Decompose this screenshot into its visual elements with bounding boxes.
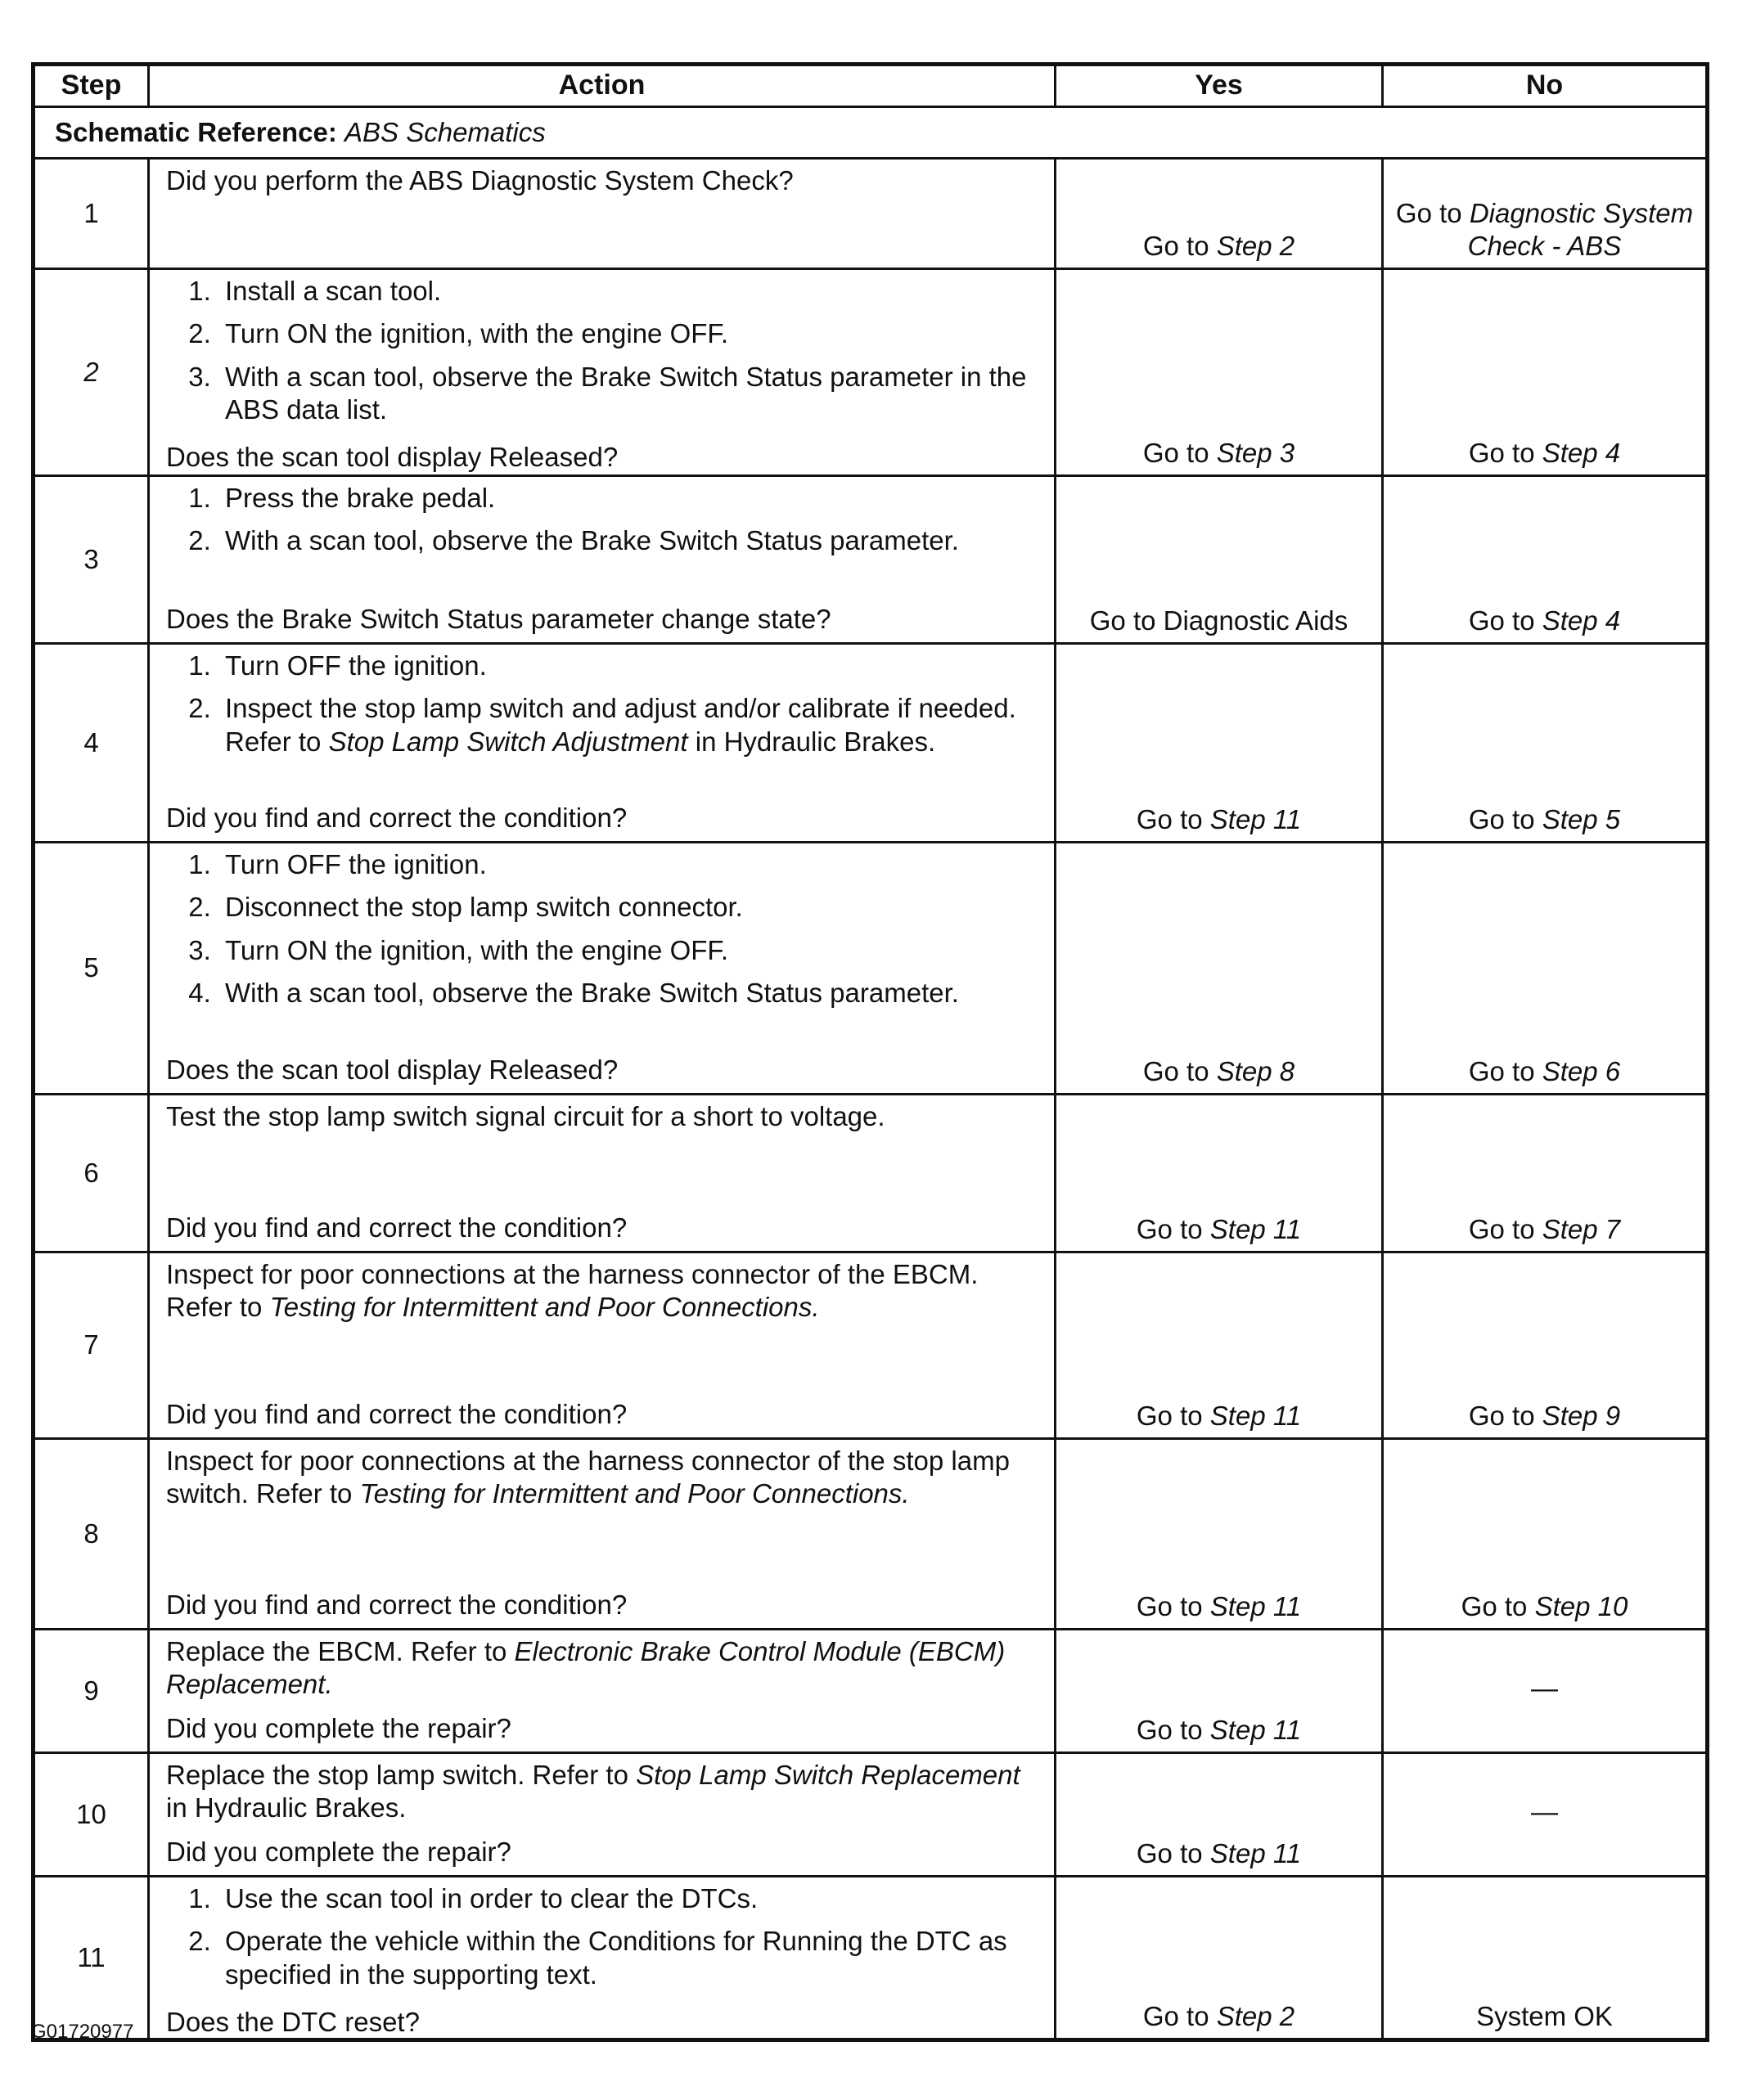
no-outcome: Go to Step 5 xyxy=(1383,644,1708,843)
action-body xyxy=(166,1882,1038,2001)
action-intro: Inspect for poor connections at the harness connector of the stop lamp switch. Refer to Testing for Intermittent and Poor Connections. xyxy=(166,1446,1010,1509)
step-action xyxy=(149,269,1056,476)
action-question: Does the scan tool display Released? xyxy=(166,442,619,472)
step-action xyxy=(149,1095,1056,1252)
action-question: Did you find and correct the condition? xyxy=(166,802,628,833)
step-row-3 xyxy=(34,476,1708,644)
action-steps xyxy=(166,1882,1038,1991)
step-number: 9 xyxy=(34,1630,149,1753)
step-number: 2 xyxy=(34,269,149,476)
action-body xyxy=(166,1258,1038,1324)
action-question: Does the scan tool display Released? xyxy=(166,1054,619,1085)
action-question: Did you find and correct the condition? xyxy=(166,1589,628,1620)
no-outcome-reference: Step 5 xyxy=(1542,803,1621,834)
yes-outcome-reference: Step 11 xyxy=(1209,803,1302,834)
reference-italic: Stop Lamp Switch Adjustment xyxy=(328,726,688,757)
step-number: 6 xyxy=(34,1095,149,1252)
yes-outcome-reference: Step 2 xyxy=(1216,2000,1295,2031)
yes-outcome-reference: Step 11 xyxy=(1209,1400,1302,1431)
no-outcome-reference: Step 10 xyxy=(1534,1590,1628,1621)
header-action: Action xyxy=(149,65,1056,107)
step-action xyxy=(149,1877,1056,2040)
action-question: Did you complete the repair? xyxy=(166,1836,511,1867)
step-row-8 xyxy=(34,1439,1708,1630)
header-yes: Yes xyxy=(1056,65,1383,107)
step-row-11 xyxy=(34,1877,1708,2040)
step-number: 4 xyxy=(34,644,149,843)
step-number: 1 xyxy=(34,159,149,269)
step-number: 7 xyxy=(34,1252,149,1439)
step-row-5 xyxy=(34,843,1708,1095)
action-step-item: 1. Use the scan tool in order to clear the DTCs. xyxy=(218,1882,1038,1915)
action-question: Did you find and correct the condition? xyxy=(166,1398,628,1429)
action-intro: Inspect for poor connections at the harness connector of the EBCM. Refer to Testing for Intermittent and Poor Connections. xyxy=(166,1259,979,1323)
header-row xyxy=(34,65,1708,107)
no-outcome: Go to Step 9 xyxy=(1383,1252,1708,1439)
yes-outcome: Go to Step 2 xyxy=(1056,1877,1383,2040)
yes-outcome-reference: Step 11 xyxy=(1209,1714,1302,1745)
action-step-item: 1. Turn OFF the ignition. xyxy=(218,650,1038,682)
yes-outcome: Go to Step 8 xyxy=(1056,843,1383,1095)
action-body xyxy=(166,1100,1038,1133)
step-action xyxy=(149,644,1056,843)
step-row-4 xyxy=(34,644,1708,843)
action-steps xyxy=(166,482,1038,558)
yes-outcome: Go to Step 11 xyxy=(1056,1630,1383,1753)
step-number: 8 xyxy=(34,1439,149,1630)
action-question: Does the DTC reset? xyxy=(166,2006,420,2037)
action-question: Did you find and correct the condition? xyxy=(166,1212,628,1243)
action-step-item: 4. With a scan tool, observe the Brake Switch Status parameter. xyxy=(218,977,1038,1010)
action-intro: Did you perform the ABS Diagnostic System Check? xyxy=(166,165,794,196)
no-outcome: Go to Step 6 xyxy=(1383,843,1708,1095)
step-number: 11 xyxy=(34,1877,149,2040)
action-body xyxy=(166,1635,1038,1702)
action-body xyxy=(166,1759,1038,1825)
reference-italic: Testing for Intermittent and Poor Connections. xyxy=(359,1478,910,1509)
no-outcome-reference: Step 7 xyxy=(1542,1213,1621,1244)
step-action xyxy=(149,1630,1056,1753)
yes-outcome-reference: Step 11 xyxy=(1209,1213,1302,1244)
step-row-9 xyxy=(34,1630,1708,1753)
no-outcome: Go to Diagnostic System Check - ABS xyxy=(1383,159,1708,269)
step-row-10 xyxy=(34,1753,1708,1877)
no-outcome-reference: Step 6 xyxy=(1542,1055,1621,1086)
no-outcome-reference: Step 4 xyxy=(1542,605,1621,636)
no-outcome-reference: Step 4 xyxy=(1542,437,1621,468)
reference-italic: Stop Lamp Switch Replacement xyxy=(636,1760,1020,1790)
step-action xyxy=(149,1252,1056,1439)
action-step-item: 2. Inspect the stop lamp switch and adjust and/or calibrate if needed. Refer to Stop Lamp Switch Adjustment in Hydraulic Brakes. xyxy=(218,692,1038,758)
yes-outcome: Go to Step 2 xyxy=(1056,159,1383,269)
action-body xyxy=(166,650,1038,768)
figure-code: G01720977 xyxy=(31,2021,134,2043)
action-step-item: 1. Install a scan tool. xyxy=(218,275,1038,308)
action-intro: Replace the stop lamp switch. Refer to Stop Lamp Switch Replacement in Hydraulic Brakes. xyxy=(166,1760,1020,1823)
schematic-reference-value: ABS Schematics xyxy=(344,116,546,147)
header-step: Step xyxy=(34,65,149,107)
action-question: Does the Brake Switch Status parameter change state? xyxy=(166,603,831,634)
schematic-reference-label: Schematic Reference: xyxy=(55,116,337,147)
action-body xyxy=(166,482,1038,568)
step-number: 5 xyxy=(34,843,149,1095)
step-row-2 xyxy=(34,269,1708,476)
action-intro: Replace the EBCM. Refer to Electronic Brake Control Module (EBCM) Replacement. xyxy=(166,1636,1006,1700)
step-number: 10 xyxy=(34,1753,149,1877)
yes-outcome-reference: Step 11 xyxy=(1209,1590,1302,1621)
step-number: 3 xyxy=(34,476,149,644)
step-row-6 xyxy=(34,1095,1708,1252)
yes-outcome-reference: Step 2 xyxy=(1216,230,1295,261)
step-row-7 xyxy=(34,1252,1708,1439)
action-intro: Test the stop lamp switch signal circuit for a short to voltage. xyxy=(166,1101,885,1131)
step-action xyxy=(149,843,1056,1095)
no-outcome: Go to Step 7 xyxy=(1383,1095,1708,1252)
action-step-item: 3. With a scan tool, observe the Brake Switch Status parameter in the ABS data list. xyxy=(218,361,1038,427)
action-steps xyxy=(166,650,1038,758)
action-steps xyxy=(166,848,1038,1010)
yes-outcome: Go to Step 11 xyxy=(1056,1095,1383,1252)
action-body xyxy=(166,1445,1038,1511)
yes-outcome-reference: Step 11 xyxy=(1209,1837,1302,1868)
yes-outcome: Go to Step 11 xyxy=(1056,1439,1383,1630)
action-step-item: 2. Disconnect the stop lamp switch connector. xyxy=(218,891,1038,924)
yes-outcome: Go to Step 11 xyxy=(1056,644,1383,843)
action-step-item: 2. Turn ON the ignition, with the engine OFF. xyxy=(218,317,1038,350)
header-no: No xyxy=(1383,65,1708,107)
reference-italic: Testing for Intermittent and Poor Connections. xyxy=(269,1292,820,1323)
reference-italic: Electronic Brake Control Module (EBCM) Replacement. xyxy=(166,1636,1006,1700)
step-action xyxy=(149,1753,1056,1877)
diagnostic-table xyxy=(31,62,1709,2042)
no-outcome-reference: Step 9 xyxy=(1542,1400,1621,1431)
no-outcome: Go to Step 4 xyxy=(1383,476,1708,644)
action-body xyxy=(166,164,1038,197)
action-body xyxy=(166,848,1038,1019)
action-step-item: 2. With a scan tool, observe the Brake Switch Status parameter. xyxy=(218,524,1038,557)
no-outcome-reference: Diagnostic System Check - ABS xyxy=(1467,197,1694,261)
yes-outcome: Go to Diagnostic Aids xyxy=(1056,476,1383,644)
schematic-reference-row xyxy=(34,107,1708,159)
step-action xyxy=(149,1439,1056,1630)
step-action xyxy=(149,159,1056,269)
schematic-reference xyxy=(34,107,1708,159)
action-body xyxy=(166,275,1038,436)
action-step-item: 2. Operate the vehicle within the Conditions for Running the DTC as specified in the supporting text. xyxy=(218,1925,1038,1991)
action-step-item: 1. Press the brake pedal. xyxy=(218,482,1038,515)
yes-outcome: Go to Step 11 xyxy=(1056,1753,1383,1877)
yes-outcome: Go to Step 3 xyxy=(1056,269,1383,476)
action-step-item: 3. Turn ON the ignition, with the engine OFF. xyxy=(218,934,1038,967)
no-outcome: — xyxy=(1383,1753,1708,1877)
action-question: Did you complete the repair? xyxy=(166,1712,511,1743)
step-action xyxy=(149,476,1056,644)
action-step-item: 1. Turn OFF the ignition. xyxy=(218,848,1038,881)
no-outcome: System OK xyxy=(1383,1877,1708,2040)
yes-outcome-reference: Step 3 xyxy=(1216,437,1295,468)
yes-outcome-reference: Step 8 xyxy=(1216,1055,1295,1086)
no-outcome: — xyxy=(1383,1630,1708,1753)
action-steps xyxy=(166,275,1038,426)
no-outcome: Go to Step 4 xyxy=(1383,269,1708,476)
no-outcome: Go to Step 10 xyxy=(1383,1439,1708,1630)
step-row-1 xyxy=(34,159,1708,269)
yes-outcome: Go to Step 11 xyxy=(1056,1252,1383,1439)
